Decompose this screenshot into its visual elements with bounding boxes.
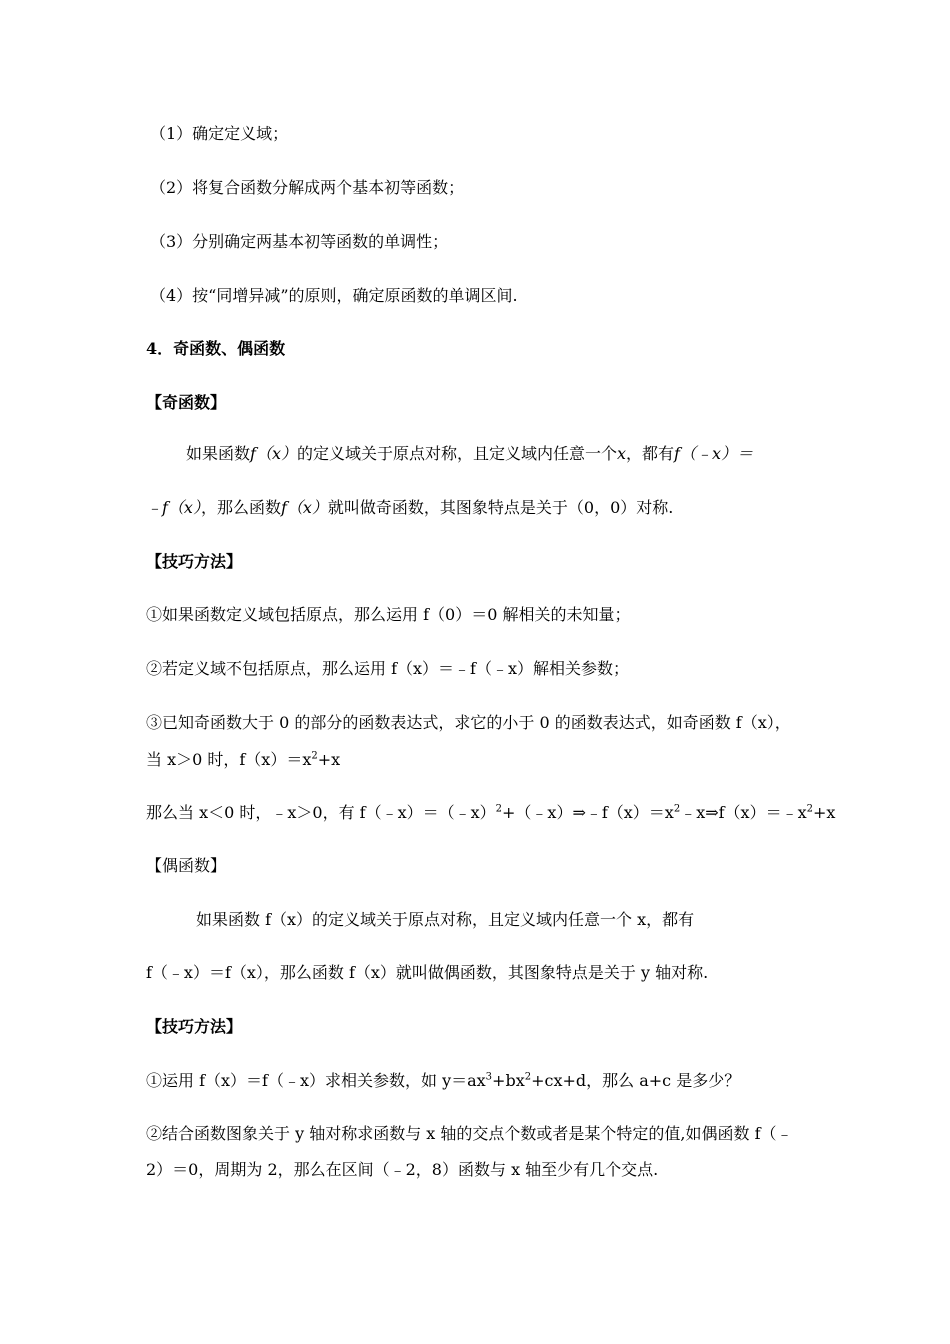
even-tip-2-line1: ②结合函数图象关于 y 轴对称求函数与 x 轴的交点个数或者是某个特定的值,如偶函数 f（﹣ [146,1124,793,1143]
even-definition-line2: f（﹣x）＝f（x），那么函数 f（x）就叫做偶函数，其图象特点是关于 y 轴对称. [146,963,709,982]
odd-tips-heading: 【技巧方法】 [146,552,243,571]
even-definition-line1: 如果函数 f（x）的定义域关于原点对称，且定义域内任意一个 x，都有 [196,910,695,929]
odd-tip-3-line3: 那么当 x＜0 时，﹣x＞0，有 $f(﹣x)=(﹣x)^2+(﹣x)\Rightarrow﹣f(x)=x^2﹣x\Rightarrow f(x)=﹣x^2+x$ [146,803,836,822]
step-2: （2）将复合函数分解成两个基本初等函数； [150,178,465,197]
even-tip-2-line2: 2）＝0，周期为 2，那么在区间（﹣2，8）函数与 x 轴至少有几个交点. [146,1160,659,1179]
odd-heading: 【奇函数】 [146,393,227,412]
odd-tip-2: ②若定义域不包括原点，那么运用 f（x）＝﹣f（﹣x）解相关参数； [146,659,629,678]
step-1: （1）确定定义域； [150,124,289,143]
odd-tip-3-line1: ③已知奇函数大于 0 的部分的函数表达式，求它的小于 0 的函数表达式，如奇函数 f（x）， [146,713,791,732]
step-3: （3）分别确定两基本初等函数的单调性； [150,232,449,251]
even-tip-1: ①运用 f（x）＝f（﹣x）求相关参数，如 $y=ax^3+bx^2+cx+d$，那么 a+c 是多少？ [146,1071,741,1090]
odd-tip-3-line2: 当 x＞0 时，$f(x)=x^2+x$ [146,750,341,769]
section-title: 4．奇函数、偶函数 [146,339,286,358]
step-4: （4）按“同增异减”的原则，确定原函数的单调区间. [150,286,518,305]
odd-definition-line1: 如果函数f（x）的定义域关于原点对称，且定义域内任意一个x，都有f（﹣x）＝ [186,444,753,463]
odd-definition-line2: ﹣f（x），那么函数f（x）就叫做奇函数，其图象特点是关于（0，0）对称. [146,498,674,517]
odd-tip-1: ①如果函数定义域包括原点，那么运用 f（0）＝0 解相关的未知量； [146,605,631,624]
even-tips-heading: 【技巧方法】 [146,1017,243,1036]
even-heading: 【偶函数】 [146,856,227,875]
